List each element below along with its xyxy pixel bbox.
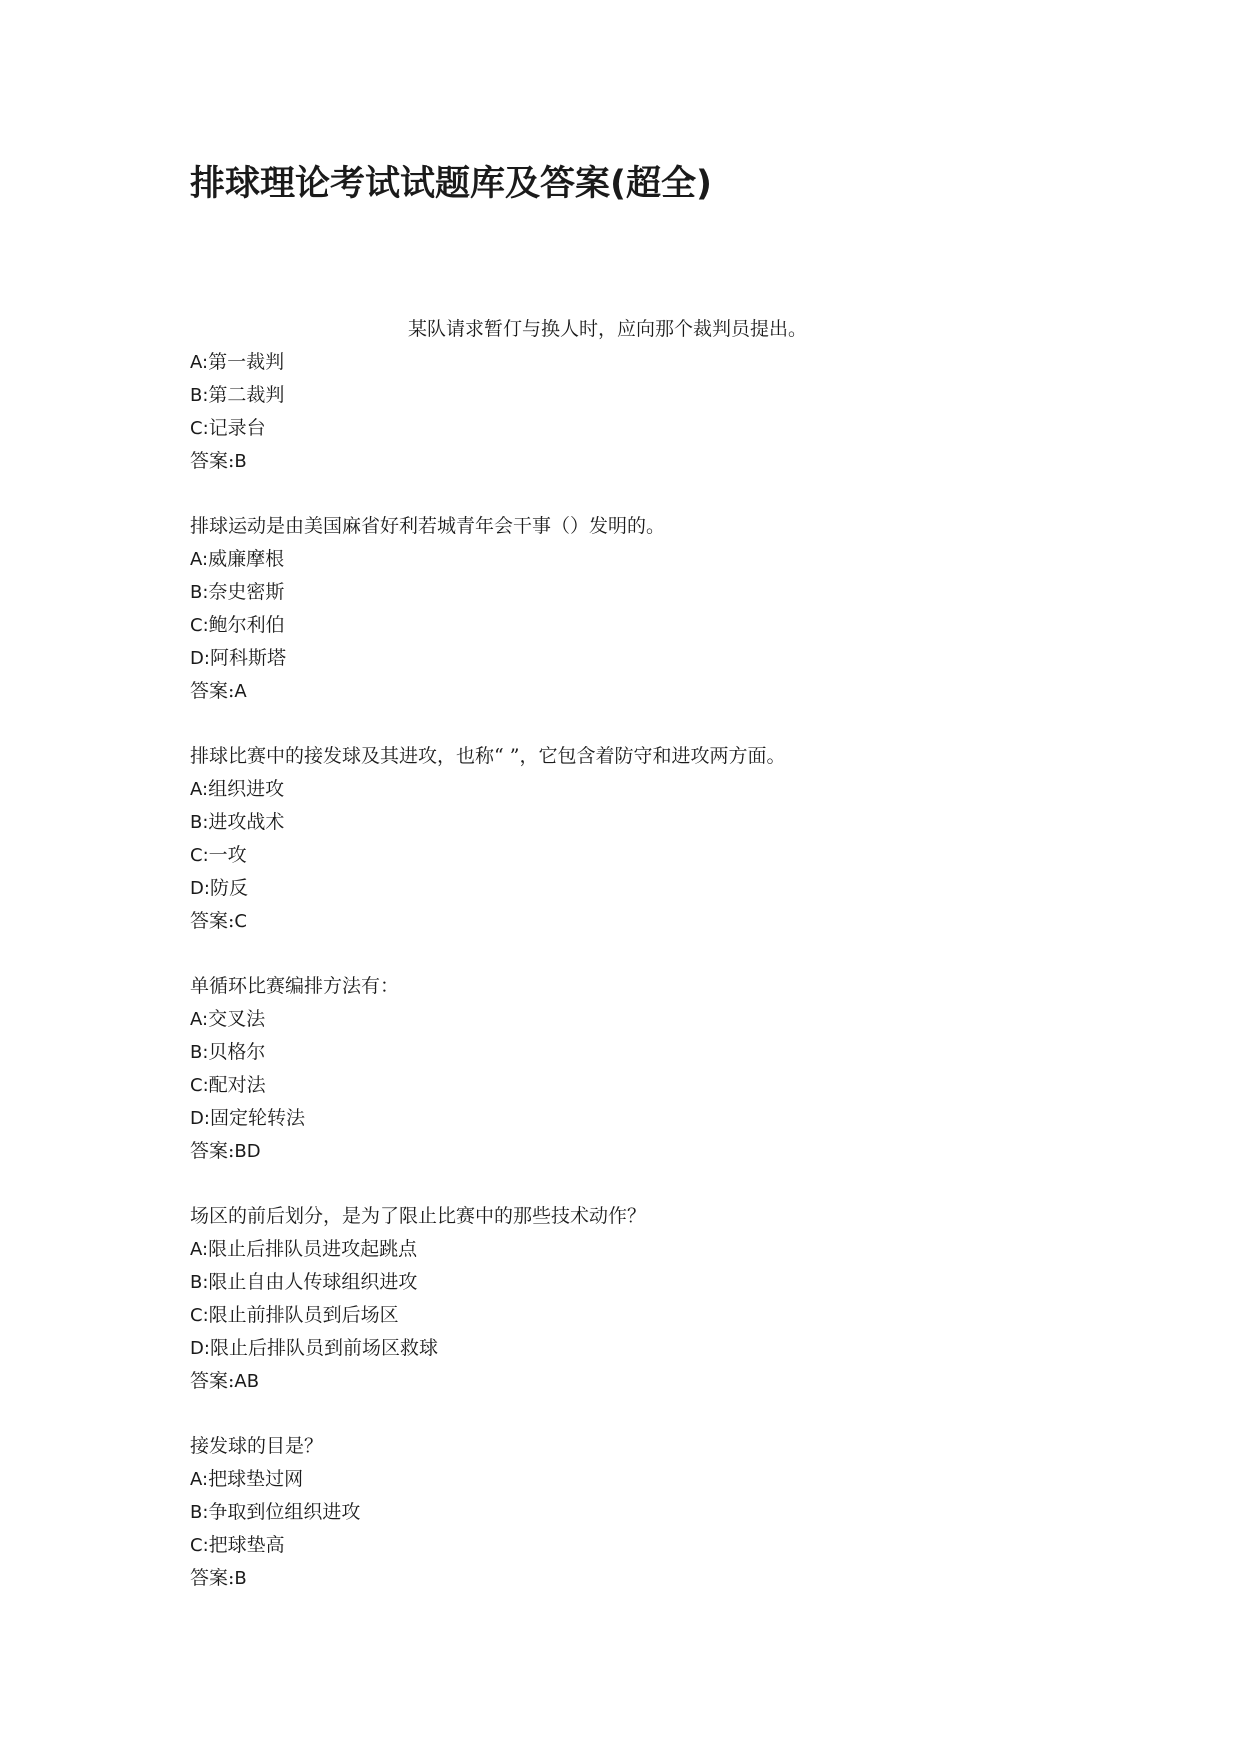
option-text: 把球垫过网 [208, 1468, 304, 1490]
answer-option [190, 1069, 1090, 1102]
option-text: 限止自由人传球组织进攻 [208, 1271, 418, 1293]
answer-value: AB [234, 1371, 260, 1392]
correct-answer [190, 1562, 1090, 1595]
correct-answer [190, 445, 1090, 478]
option-letter: B: [190, 1272, 209, 1293]
option-letter: B: [190, 1502, 209, 1523]
correct-answer [190, 1365, 1090, 1398]
answer-option [190, 1266, 1090, 1299]
option-text: 争取到位组织进攻 [208, 1501, 361, 1523]
option-text: 鲍尔利伯 [208, 614, 285, 636]
option-text: 威廉摩根 [208, 548, 285, 570]
option-text: 配对法 [208, 1074, 266, 1096]
answer-option [190, 1233, 1090, 1266]
answer-label: 答案: [190, 1567, 235, 1589]
answer-value: B [234, 451, 247, 472]
option-letter: A: [190, 352, 209, 373]
answer-label: 答案: [190, 1370, 235, 1392]
answer-value: BD [234, 1141, 261, 1162]
answer-option [190, 576, 1090, 609]
option-letter: A: [190, 549, 209, 570]
option-text: 把球垫高 [208, 1534, 285, 1556]
option-text: 第二裁判 [208, 384, 285, 406]
answer-value: A [234, 681, 247, 702]
question-stem: 场区的前后划分，是为了限止比赛中的那些技术动作？ [190, 1205, 647, 1227]
question-stem: 单循环比赛编排方法有： [190, 975, 400, 997]
option-text: 限止前排队员到后场区 [208, 1304, 399, 1326]
option-text: 贝格尔 [208, 1041, 266, 1063]
option-text: 组织进攻 [208, 778, 285, 800]
option-letter: B: [190, 582, 209, 603]
answer-option [190, 1463, 1090, 1496]
answer-option [190, 346, 1090, 379]
option-letter: A: [190, 779, 209, 800]
option-letter: A: [190, 1239, 209, 1260]
option-letter: A: [190, 1469, 209, 1490]
option-text: 一攻 [208, 844, 247, 866]
option-letter: D: [190, 1108, 210, 1129]
answer-option [190, 543, 1090, 576]
option-letter: B: [190, 1042, 209, 1063]
option-text: 限止后排队员到前场区救球 [209, 1337, 438, 1359]
option-text: 记录台 [208, 417, 266, 439]
option-text: 第一裁判 [208, 351, 285, 373]
question-list [190, 313, 1090, 1627]
option-letter: D: [190, 648, 210, 669]
answer-value: C [234, 911, 247, 932]
option-text: 交叉法 [208, 1008, 266, 1030]
answer-option [190, 839, 1090, 872]
option-letter: C: [190, 418, 209, 439]
answer-option [190, 609, 1090, 642]
option-letter: C: [190, 615, 209, 636]
option-text: 固定轮转法 [209, 1107, 305, 1129]
answer-option [190, 412, 1090, 445]
option-letter: C: [190, 1075, 209, 1096]
answer-option [190, 1529, 1090, 1562]
question-item [190, 313, 1090, 478]
option-letter: A: [190, 1009, 209, 1030]
answer-option [190, 1102, 1090, 1135]
answer-label: 答案: [190, 450, 235, 472]
answer-value: B [234, 1568, 247, 1589]
answer-option [190, 642, 1090, 675]
answer-option [190, 806, 1090, 839]
option-letter: D: [190, 878, 210, 899]
option-letter: C: [190, 1305, 209, 1326]
option-letter: B: [190, 385, 209, 406]
option-text: 奈史密斯 [208, 581, 285, 603]
document-title: 排球理论考试试题库及答案(超全) [190, 164, 712, 204]
correct-answer [190, 675, 1090, 708]
answer-option [190, 1036, 1090, 1069]
question-stem: 排球运动是由美国麻省好利若城青年会干事（）发明的。 [190, 515, 666, 537]
answer-option [190, 379, 1090, 412]
question-stem: 某队请求暂仃与换人时，应向那个裁判员提出。 [408, 318, 808, 340]
answer-label: 答案: [190, 680, 235, 702]
question-stem: 排球比赛中的接发球及其进攻，也称“ ”，它包含着防守和进攻两方面。 [190, 745, 786, 767]
option-text: 防反 [209, 877, 248, 899]
answer-label: 答案: [190, 1140, 235, 1162]
question-item [190, 740, 1090, 938]
option-letter: B: [190, 812, 209, 833]
answer-option [190, 1496, 1090, 1529]
answer-label: 答案: [190, 910, 235, 932]
option-letter: C: [190, 1535, 209, 1556]
option-text: 进攻战术 [208, 811, 285, 833]
question-item [190, 1200, 1090, 1398]
option-text: 阿科斯塔 [209, 647, 286, 669]
correct-answer [190, 1135, 1090, 1168]
question-item [190, 510, 1090, 708]
question-item [190, 970, 1090, 1168]
correct-answer [190, 905, 1090, 938]
answer-option [190, 773, 1090, 806]
answer-option [190, 1332, 1090, 1365]
option-text: 限止后排队员进攻起跳点 [208, 1238, 418, 1260]
answer-option [190, 872, 1090, 905]
option-letter: C: [190, 845, 209, 866]
question-item [190, 1430, 1090, 1595]
answer-option [190, 1299, 1090, 1332]
question-stem: 接发球的目是？ [190, 1435, 324, 1457]
answer-option [190, 1003, 1090, 1036]
option-letter: D: [190, 1338, 210, 1359]
